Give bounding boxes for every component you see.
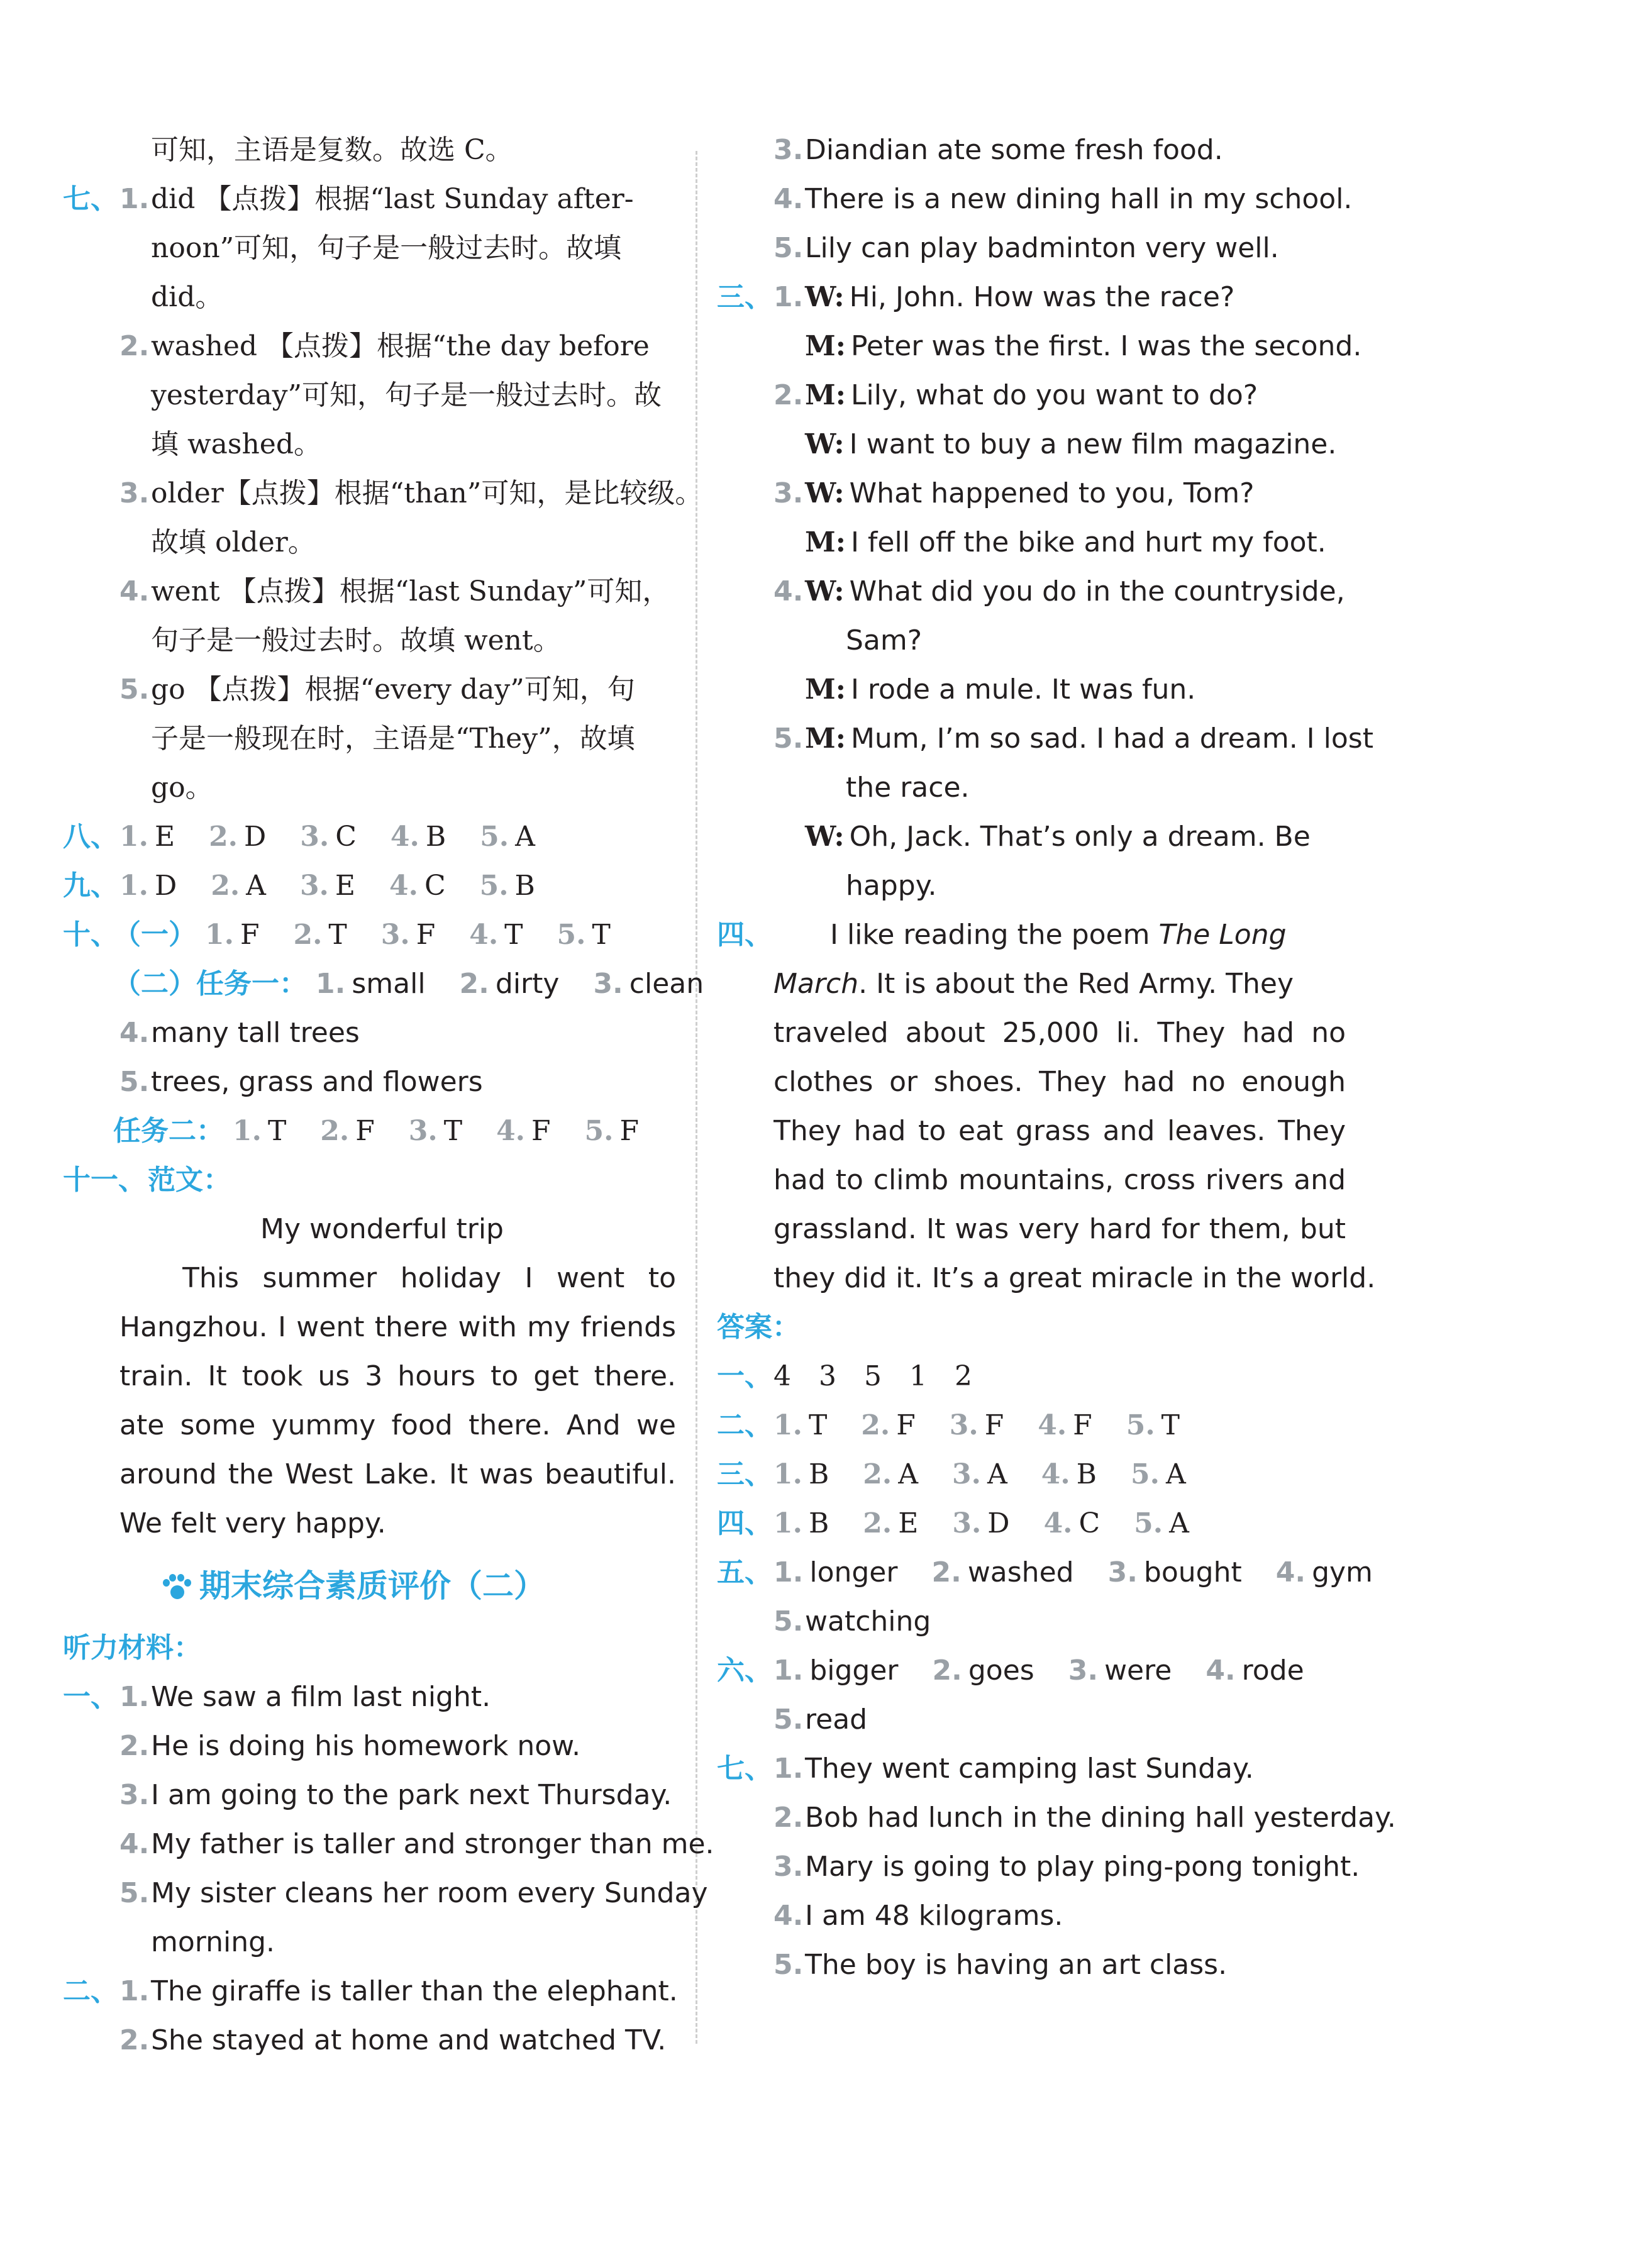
k6-num-4: 4. <box>1206 1654 1236 1687</box>
speaker-m: M: <box>805 330 846 362</box>
l2-sentence-3: Diandian ate some fresh food. <box>805 134 1223 166</box>
q9-num-1: 1. <box>119 870 148 902</box>
k6-num-5: 5. <box>773 1704 804 1736</box>
key-7-item1 <box>717 1744 1346 1793</box>
poem-title-part-1: The Long <box>1158 919 1287 951</box>
key-section-2-label: 二、 <box>717 1409 772 1441</box>
k7-num-1: 1. <box>773 1753 804 1785</box>
speaker-w: W: <box>805 428 845 460</box>
l2-num-1: 1. <box>119 1975 150 2007</box>
essay-line-3: train. It took us 3 hours to get there. <box>119 1360 676 1392</box>
passage-line-4: clothes or shoes. They had no enough <box>773 1066 1346 1098</box>
answers-header <box>717 1303 1346 1352</box>
key-5-item5 <box>717 1597 1346 1646</box>
q10-part1 <box>63 911 676 960</box>
listen-section-3-label: 三、 <box>717 281 772 313</box>
k7-answer-5: The boy is having an art class. <box>805 1949 1228 1981</box>
passage-text-1a: I like reading the poem <box>830 919 1159 951</box>
k3-answer-3: A <box>987 1458 1007 1490</box>
l1-sentence-2: He is doing his homework now. <box>151 1730 581 1762</box>
k4-answer-1: B <box>808 1507 829 1539</box>
q7-answer-1-line-1 <box>63 175 676 224</box>
q7-answer-3-text: older【点拨】根据“than”可知，是比较级。 <box>151 477 703 509</box>
k2-answer-3: F <box>984 1409 1004 1441</box>
q9-answer-4: C <box>424 870 446 902</box>
listen1-item5 <box>63 1869 708 1918</box>
dialogue-4-w-text: What did you do in the countryside, <box>849 575 1345 607</box>
q10t2-answer-5: F <box>619 1115 639 1147</box>
l2-num-2: 2. <box>119 2024 150 2056</box>
q9-answers <box>63 862 676 911</box>
q10-part1-label: （一） <box>113 919 196 951</box>
q9-answer-3: E <box>335 870 355 902</box>
listening-material-label: 听力材料： <box>63 1632 201 1664</box>
l1-sentence-1: We saw a film last night. <box>151 1681 491 1713</box>
q9-answer-2: A <box>246 870 266 902</box>
l2-num-3: 3. <box>773 134 804 166</box>
l1-sentence-5: My sister cleans her room every Sunday <box>151 1877 708 1909</box>
k5-num-5: 5. <box>773 1605 804 1638</box>
key-section-6-label: 六、 <box>717 1654 772 1687</box>
listening-header <box>63 1624 676 1673</box>
d-num-3: 3. <box>773 477 804 509</box>
exam-title <box>63 1548 676 1624</box>
d-num-4: 4. <box>773 575 804 607</box>
section-8-label: 八、 <box>63 821 118 853</box>
k5-num-3: 3. <box>1107 1556 1138 1588</box>
key-3 <box>717 1450 1346 1499</box>
speaker-w: W: <box>805 575 845 607</box>
dialogue-1-w <box>717 273 1346 322</box>
passage-line-1 <box>717 911 1346 960</box>
essay-line-6: We felt very happy. <box>119 1507 386 1539</box>
q10t1-num-5: 5. <box>119 1066 150 1098</box>
k4-answer-2: E <box>898 1507 919 1539</box>
q10p1-num-5: 5. <box>557 919 586 951</box>
q10t1-num-4: 4. <box>119 1017 150 1049</box>
q8-answer-4: B <box>425 821 446 853</box>
passage-line-2 <box>717 960 1346 1009</box>
k3-answer-2: A <box>898 1458 918 1490</box>
dialogue-3-w <box>717 469 1346 518</box>
q10t2-answer-2: F <box>355 1115 375 1147</box>
q10t1-answer-4: many tall trees <box>151 1017 360 1049</box>
k4-num-5: 5. <box>1134 1507 1163 1539</box>
speaker-w: W: <box>805 821 845 853</box>
listen1-item4 <box>63 1820 714 1869</box>
dialogue-3-w-text: What happened to you, Tom? <box>849 477 1255 509</box>
k4-answer-5: A <box>1169 1507 1189 1539</box>
q7-num-5: 5. <box>119 673 150 706</box>
key-section-7-label: 七、 <box>717 1753 772 1785</box>
q8-answers <box>63 812 676 862</box>
speaker-w: W: <box>805 281 845 313</box>
speaker-m: M: <box>805 723 846 755</box>
dialogue-3-m <box>717 518 1346 567</box>
key-1-order: 4 3 5 1 2 <box>773 1360 972 1392</box>
listen1-item2 <box>63 1722 676 1771</box>
k6-answer-1: bigger <box>809 1654 899 1687</box>
dialogue-2-w-text: I want to buy a new film magazine. <box>849 428 1337 460</box>
k6-num-3: 3. <box>1068 1654 1099 1687</box>
k2-answer-2: F <box>896 1409 916 1441</box>
dialogue-5-w-line-2: happy. <box>846 870 937 902</box>
q10t1-answer-3: clean <box>629 968 704 1000</box>
dialogue-4-w <box>717 567 1346 616</box>
l2-sentence-4: There is a new dining hall in my school. <box>805 183 1353 215</box>
q8-answer-2: D <box>244 821 267 853</box>
dialogue-1-m <box>717 322 1362 371</box>
k7-num-3: 3. <box>773 1851 804 1883</box>
k6-answer-5: read <box>805 1704 868 1736</box>
q9-num-5: 5. <box>479 870 509 902</box>
k6-num-2: 2. <box>932 1654 962 1687</box>
column-divider <box>696 151 697 2044</box>
essay-line-1: This summer holiday I went to <box>182 1262 676 1294</box>
q9-num-2: 2. <box>211 870 240 902</box>
k2-num-4: 4. <box>1038 1409 1067 1441</box>
k5-answer-5: watching <box>805 1605 931 1638</box>
k4-num-2: 2. <box>863 1507 892 1539</box>
k5-answer-2: washed <box>967 1556 1074 1588</box>
q10t1-answer-2: dirty <box>495 968 560 1000</box>
q10p1-answer-5: T <box>592 919 611 951</box>
dialogue-5-m-text: Mum, I’m so sad. I had a dream. I lost <box>850 723 1373 755</box>
l2-item3 <box>717 126 1346 175</box>
l1-num-2: 2. <box>119 1730 150 1762</box>
q10-task1-item5 <box>63 1058 676 1107</box>
q10t1-answer-1: small <box>352 968 426 1000</box>
dialogue-4-w-line-2: Sam? <box>846 624 923 657</box>
k7-num-5: 5. <box>773 1949 804 1981</box>
q10p1-answer-1: F <box>240 919 260 951</box>
q8-num-1: 1. <box>119 821 148 853</box>
q10t2-answer-4: F <box>531 1115 551 1147</box>
q7-answer-1-line-3: did。 <box>151 281 223 313</box>
q10-part2-task1 <box>63 960 704 1009</box>
key-7-item3 <box>717 1843 1360 1892</box>
k2-num-2: 2. <box>861 1409 890 1441</box>
listen2-item2 <box>63 2016 676 2065</box>
sample-essay-label: 范文： <box>148 1164 231 1196</box>
q10t2-answer-3: T <box>443 1115 463 1147</box>
speaker-m: M: <box>805 526 846 558</box>
dialogue-3-m-text: I fell off the bike and hurt my foot. <box>850 526 1326 558</box>
speaker-m: M: <box>805 673 846 706</box>
listen1-item3 <box>63 1771 676 1820</box>
q10-task1-item4 <box>63 1009 676 1058</box>
passage-line-3: traveled about 25,000 li. They had no <box>773 1017 1346 1049</box>
key-4 <box>717 1499 1346 1548</box>
q7-num-2: 2. <box>119 330 150 362</box>
q8-num-3: 3. <box>300 821 330 853</box>
q10p1-answer-4: T <box>504 919 523 951</box>
passage-line-6: had to climb mountains, cross rivers and <box>773 1164 1346 1196</box>
q8-answer-5: A <box>515 821 535 853</box>
speaker-m: M: <box>805 379 846 411</box>
dialogue-5-w-text: Oh, Jack. That’s only a dream. Be <box>849 821 1311 853</box>
key-section-5-label: 五、 <box>717 1556 772 1588</box>
k3-num-2: 2. <box>863 1458 892 1490</box>
q10p1-num-1: 1. <box>205 919 234 951</box>
q9-answer-1: D <box>154 870 177 902</box>
q10t2-num-4: 4. <box>496 1115 525 1147</box>
k3-answer-4: B <box>1076 1458 1097 1490</box>
k7-answer-3: Mary is going to play ping-pong tonight. <box>805 1851 1360 1883</box>
q7-answer-1-text: did 【点拨】根据“last Sunday after- <box>151 183 634 215</box>
k4-num-1: 1. <box>773 1507 802 1539</box>
k2-answer-1: T <box>808 1409 828 1441</box>
dialogue-2-m-text: Lily, what do you want to do? <box>850 379 1258 411</box>
q7-answer-4-text: went 【点拨】根据“last Sunday”可知， <box>151 575 670 607</box>
q9-num-4: 4. <box>389 870 418 902</box>
k6-answer-4: rode <box>1241 1654 1304 1687</box>
continued-explanation: 可知，主语是复数。故选 C。 <box>151 134 513 166</box>
k7-answer-1: They went camping last Sunday. <box>805 1753 1254 1785</box>
paw-icon <box>160 1574 193 1603</box>
dialogue-2-w <box>717 420 1346 469</box>
l2-sentence-2: She stayed at home and watched TV. <box>151 2024 667 2056</box>
left-column <box>63 126 714 2065</box>
q10t2-num-5: 5. <box>584 1115 614 1147</box>
q7-num-1: 1. <box>119 183 150 215</box>
k2-answer-5: T <box>1161 1409 1180 1441</box>
k3-answer-5: A <box>1165 1458 1186 1490</box>
essay-line-5: around the West Lake. It was beautiful. <box>119 1458 676 1490</box>
l1-num-5: 5. <box>119 1877 150 1909</box>
l2-num-5: 5. <box>773 232 804 264</box>
q10t2-num-3: 3. <box>408 1115 438 1147</box>
q10p1-answer-3: F <box>416 919 436 951</box>
q8-num-4: 4. <box>390 821 419 853</box>
k4-answer-4: C <box>1078 1507 1100 1539</box>
q8-answer-1: E <box>154 821 175 853</box>
k7-num-4: 4. <box>773 1900 804 1932</box>
key-2 <box>717 1401 1346 1450</box>
q10-task1-label: （二）任务一： <box>113 968 307 1000</box>
q7-answer-1-line-2: noon”可知，句子是一般过去时。故填 <box>151 232 622 264</box>
l2-sentence-1: The giraffe is taller than the elephant. <box>151 1975 678 2007</box>
l1-num-1: 1. <box>119 1681 150 1713</box>
q8-answer-3: C <box>335 821 357 853</box>
section-11-label: 十一、 <box>63 1164 146 1196</box>
k7-answer-4: I am 48 kilograms. <box>805 1900 1063 1932</box>
k5-answer-3: bought <box>1143 1556 1242 1588</box>
listen-section-2-label: 二、 <box>63 1975 118 2007</box>
q7-answer-4-line-1 <box>63 567 676 616</box>
q10p1-num-2: 2. <box>293 919 323 951</box>
q10t2-answer-1: T <box>267 1115 287 1147</box>
k7-answer-2: Bob had lunch in the dining hall yesterday. <box>805 1802 1396 1834</box>
q10t1-num-3: 3. <box>593 968 623 1000</box>
q10-task2-label: 任务二： <box>113 1115 224 1147</box>
poem-title-part-2: March <box>773 968 859 1000</box>
l1-num-4: 4. <box>119 1828 150 1860</box>
l1-sentence-3: I am going to the park next Thursday. <box>151 1779 672 1811</box>
q7-answer-5-line-3: go。 <box>151 772 213 804</box>
passage-line-7: grassland. It was very hard for them, but <box>773 1213 1346 1245</box>
key-6-item5 <box>717 1695 1346 1744</box>
l2-num-4: 4. <box>773 183 804 215</box>
q7-answer-5-line-2: 子是一般现在时，主语是“They”，故填 <box>151 723 635 755</box>
k5-num-1: 1. <box>773 1556 804 1588</box>
l2-sentence-5: Lily can play badminton very well. <box>805 232 1279 264</box>
k4-num-3: 3. <box>952 1507 982 1539</box>
q7-num-3: 3. <box>119 477 150 509</box>
dialogue-4-m <box>717 665 1346 714</box>
key-section-4-label: 四、 <box>717 1507 772 1539</box>
essay-line-4: ate some yummy food there. And we <box>119 1409 676 1441</box>
right-column <box>717 126 1396 1990</box>
essay-title: My wonderful trip <box>260 1213 504 1245</box>
q7-answer-3-line-1 <box>63 469 703 518</box>
listen2-item1 <box>63 1967 676 2016</box>
q10t1-num-2: 2. <box>459 968 489 1000</box>
key-1 <box>717 1352 1346 1401</box>
k3-answer-1: B <box>808 1458 829 1490</box>
k3-num-3: 3. <box>952 1458 981 1490</box>
d-num-5: 5. <box>773 723 804 755</box>
q10p1-num-3: 3. <box>380 919 410 951</box>
dialogue-1-m-text: Peter was the first. I was the second. <box>850 330 1362 362</box>
k5-num-4: 4. <box>1275 1556 1306 1588</box>
k3-num-1: 1. <box>773 1458 802 1490</box>
key-7-item5 <box>717 1941 1346 1990</box>
key-section-3-label: 三、 <box>717 1458 772 1490</box>
k7-num-2: 2. <box>773 1802 804 1834</box>
listen1-item1 <box>63 1673 676 1722</box>
q7-answer-2-line-3: 填 washed。 <box>151 428 322 460</box>
k4-answer-3: D <box>987 1507 1010 1539</box>
k3-num-4: 4. <box>1041 1458 1070 1490</box>
l1-sentence-5-line-2: morning. <box>151 1926 275 1958</box>
q8-num-5: 5. <box>480 821 509 853</box>
q10p1-num-4: 4. <box>469 919 499 951</box>
q10p1-answer-2: T <box>328 919 347 951</box>
dialogue-5-m <box>717 714 1373 763</box>
k4-num-4: 4. <box>1043 1507 1073 1539</box>
dialogue-1-w-text: Hi, John. How was the race? <box>849 281 1235 313</box>
q9-answer-5: B <box>514 870 535 902</box>
exam-title-text: 期末综合素质评价（二） <box>199 1568 545 1604</box>
q9-num-3: 3. <box>299 870 329 902</box>
q11-header <box>63 1156 676 1205</box>
dialogue-4-m-text: I rode a mule. It was fun. <box>850 673 1196 706</box>
k2-num-5: 5. <box>1126 1409 1155 1441</box>
section-10-label: 十、 <box>63 919 118 951</box>
key-6 <box>717 1646 1346 1695</box>
k6-answer-2: goes <box>968 1654 1034 1687</box>
key-7-item2 <box>717 1793 1396 1843</box>
k5-num-2: 2. <box>931 1556 962 1588</box>
q7-answer-2-line-1 <box>63 322 676 371</box>
q10t1-answer-5: trees, grass and flowers <box>151 1066 483 1098</box>
key-section-1-label: 一、 <box>717 1360 772 1392</box>
q7-answer-4-line-2: 句子是一般过去时。故填 went。 <box>151 624 561 657</box>
speaker-w: W: <box>805 477 845 509</box>
listen-section-1-label: 一、 <box>63 1681 118 1713</box>
q10-task2 <box>63 1107 676 1156</box>
d-num-2: 2. <box>773 379 804 411</box>
k6-answer-3: were <box>1104 1654 1172 1687</box>
q10t2-num-2: 2. <box>320 1115 350 1147</box>
l2-item4 <box>717 175 1353 224</box>
k5-answer-4: gym <box>1312 1556 1373 1588</box>
k2-answer-4: F <box>1073 1409 1092 1441</box>
q10t2-num-1: 1. <box>233 1115 262 1147</box>
section-7-label: 七、 <box>63 183 118 215</box>
d-num-1: 1. <box>773 281 804 313</box>
k2-num-1: 1. <box>773 1409 802 1441</box>
listen-section-4-label: 四、 <box>717 919 772 951</box>
answers-label: 答案： <box>717 1311 800 1343</box>
q7-answer-2-line-2: yesterday”可知，句子是一般过去时。故 <box>151 379 662 411</box>
essay-line-2: Hangzhou. I went there with my friends <box>119 1311 676 1343</box>
l2-item5 <box>717 224 1346 273</box>
dialogue-5-m-line-2: the race. <box>846 772 970 804</box>
key-5 <box>717 1548 1373 1597</box>
q7-answer-2-text: washed 【点拨】根据“the day before <box>151 330 650 362</box>
passage-line-5: They had to eat grass and leaves. They <box>773 1115 1346 1147</box>
l1-num-3: 3. <box>119 1779 150 1811</box>
k5-answer-1: longer <box>809 1556 898 1588</box>
q7-answer-5-line-1 <box>63 665 676 714</box>
dialogue-5-w <box>717 812 1346 862</box>
passage-line-8: they did it. It’s a great miracle in the world. <box>773 1262 1376 1294</box>
k2-num-3: 3. <box>949 1409 978 1441</box>
q8-num-2: 2. <box>209 821 238 853</box>
k6-num-1: 1. <box>773 1654 804 1687</box>
q7-answer-3-line-2: 故填 older。 <box>151 526 316 558</box>
q7-num-4: 4. <box>119 575 150 607</box>
dialogue-2-m <box>717 371 1346 420</box>
l1-sentence-4: My father is taller and stronger than me. <box>151 1828 714 1860</box>
k3-num-5: 5. <box>1131 1458 1160 1490</box>
section-9-label: 九、 <box>63 870 118 902</box>
q7-answer-5-text: go 【点拨】根据“every day”可知，句 <box>151 673 635 706</box>
passage-text-2b: . It is about the Red Army. They <box>858 968 1294 1000</box>
key-7-item4 <box>717 1892 1346 1941</box>
q10t1-num-1: 1. <box>316 968 346 1000</box>
